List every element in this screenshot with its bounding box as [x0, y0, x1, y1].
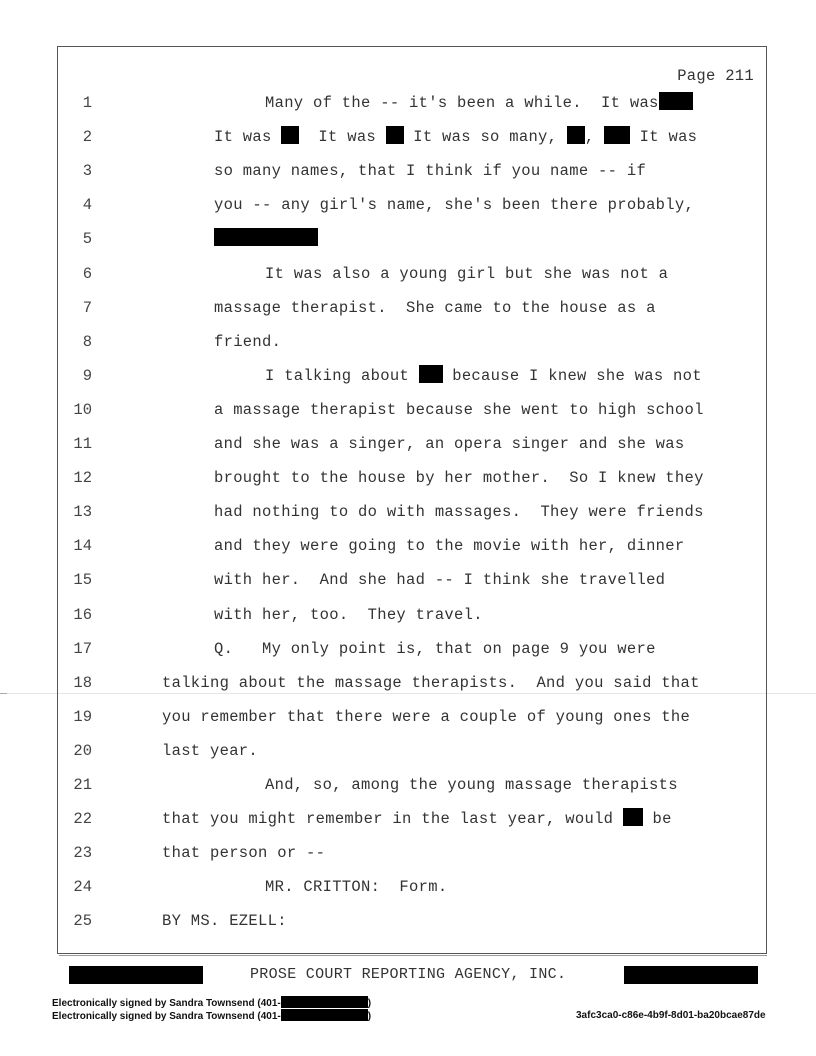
transcript-line	[58, 398, 766, 422]
line-number: 9	[82, 366, 92, 385]
line-text	[162, 807, 672, 831]
line-text	[214, 296, 656, 320]
line-number: 4	[82, 196, 92, 215]
line-number: 13	[73, 503, 92, 522]
line-text	[214, 568, 665, 592]
transcript-line	[58, 637, 766, 661]
line-number: 14	[73, 537, 92, 556]
esignature-redaction-1	[281, 996, 368, 1008]
transcript-line	[58, 91, 766, 115]
line-number: 10	[73, 400, 92, 419]
transcript-line	[58, 159, 766, 183]
transcript-line	[58, 500, 766, 524]
line-number: 8	[82, 332, 92, 351]
line-text-segment: It was	[630, 128, 698, 147]
line-number: 24	[73, 878, 92, 897]
line-text-segment: a massage therapist because she went to high school	[214, 400, 704, 419]
line-text-segment: with her, too. They travel.	[214, 605, 483, 624]
line-text	[214, 637, 656, 661]
line-text	[162, 671, 700, 695]
esignature-close-2: )	[367, 1011, 372, 1022]
footer	[0, 966, 816, 984]
line-text	[265, 364, 702, 388]
line-number: 12	[73, 469, 92, 488]
line-text-segment: Q. My only point is, that on page 9 you were	[214, 639, 656, 658]
line-text-segment: massage therapist. She came to the house as a	[214, 298, 656, 317]
transcript-line	[58, 705, 766, 729]
line-number: 23	[73, 844, 92, 863]
line-text	[214, 534, 684, 558]
line-text	[214, 466, 704, 490]
line-text-segment: Many of the -- it's been a while. It was	[265, 94, 659, 112]
footer-redaction-left	[69, 966, 203, 984]
transcript-line	[58, 534, 766, 558]
line-text	[214, 125, 697, 149]
line-text	[214, 398, 704, 422]
esignature-line-1	[52, 996, 371, 1009]
line-text-segment: you remember that there were a couple of young ones the	[162, 707, 691, 726]
line-text	[214, 159, 646, 183]
line-text	[214, 227, 318, 251]
page-number: Page 211	[677, 67, 754, 85]
transcript-line	[58, 193, 766, 217]
redaction-block	[604, 126, 630, 144]
esignature-close-1: )	[367, 998, 372, 1009]
line-text	[162, 841, 325, 865]
line-number: 18	[73, 673, 92, 692]
transcript-line	[58, 227, 766, 251]
transcript-frame	[57, 46, 767, 954]
line-number: 17	[73, 639, 92, 658]
frame-bottom-rule	[59, 951, 767, 956]
line-text-segment: and they were going to the movie with her, dinner	[214, 537, 685, 556]
transcript-line	[58, 875, 766, 899]
line-text	[214, 193, 694, 217]
line-text-segment: It was	[299, 128, 386, 147]
transcript-line	[58, 364, 766, 388]
transcript-line	[58, 603, 766, 627]
line-text	[265, 773, 678, 797]
line-text	[214, 432, 684, 456]
line-text-segment: last year.	[162, 741, 259, 760]
line-number: 11	[73, 435, 92, 453]
line-text-segment: It was	[214, 128, 282, 147]
line-text-segment: that you might remember in the last year, would	[162, 810, 623, 829]
redaction-block	[623, 808, 643, 826]
line-text	[162, 739, 258, 763]
footer-redaction-right	[624, 966, 758, 984]
transcript-line	[58, 125, 766, 149]
redaction-block	[386, 126, 404, 144]
line-number: 3	[82, 162, 92, 181]
transcript-line	[58, 330, 766, 354]
line-text	[265, 262, 668, 286]
redaction-block	[659, 92, 693, 110]
redaction-block	[281, 126, 299, 144]
line-text-segment: It was so many,	[403, 128, 567, 147]
line-text-segment: because I knew she was not	[442, 366, 702, 385]
line-text	[162, 705, 690, 729]
line-text-segment: so many names, that I think if you name -- if	[214, 162, 647, 181]
line-number: 7	[82, 298, 92, 317]
line-text-segment: that person or --	[162, 844, 326, 863]
transcript-line	[58, 909, 766, 933]
margin-tick	[0, 693, 7, 694]
line-text-segment: brought to the house by her mother. So I knew they	[214, 469, 704, 488]
line-number: 2	[82, 128, 92, 147]
line-number: 21	[73, 776, 92, 794]
line-text-segment: MR. CRITTON: Form.	[265, 878, 448, 897]
line-text-segment: and she was a singer, an opera singer and she was	[214, 435, 685, 453]
line-text	[265, 91, 693, 115]
line-text-segment: be	[642, 810, 672, 829]
footer-agency-name: PROSE COURT REPORTING AGENCY, INC.	[250, 966, 567, 983]
transcript-line	[58, 739, 766, 763]
transcript-line	[58, 568, 766, 592]
line-text-segment: And, so, among the young massage therapists	[265, 776, 678, 794]
esignature-redaction-2	[281, 1009, 368, 1021]
transcript-line	[58, 296, 766, 320]
line-text-segment: you -- any girl's name, she's been there probably,	[214, 196, 695, 215]
line-number: 20	[73, 741, 92, 760]
esignature-text-2: Electronically signed by Sandra Townsend (401-	[52, 1011, 281, 1022]
line-number: 25	[73, 912, 92, 931]
redaction-block	[419, 365, 443, 383]
transcript-line	[58, 671, 766, 695]
document-hash: 3afc3ca0-c86e-4b9f-8d01-ba20bcae87de	[576, 1010, 766, 1021]
line-text-segment: talking about the massage therapists. And you said that	[162, 673, 700, 692]
transcript-line	[58, 432, 766, 456]
line-text	[265, 875, 447, 899]
redaction-block	[567, 126, 585, 144]
line-text	[214, 603, 483, 627]
transcript-line	[58, 841, 766, 865]
line-text-segment: had nothing to do with massages. They were friends	[214, 503, 704, 522]
line-number: 15	[73, 571, 92, 590]
transcript-line	[58, 773, 766, 797]
esignature-text-1: Electronically signed by Sandra Townsend (401-	[52, 998, 281, 1009]
transcript-line	[58, 466, 766, 490]
line-number: 19	[73, 707, 92, 726]
transcript-line	[58, 807, 766, 831]
line-number: 16	[73, 605, 92, 624]
line-text	[162, 909, 287, 933]
transcript-line	[58, 262, 766, 286]
line-text-segment: ,	[584, 128, 605, 147]
line-number: 22	[73, 810, 92, 829]
line-number: 6	[82, 264, 92, 283]
line-text-segment: friend.	[214, 332, 282, 351]
line-text-segment: It was also a young girl but she was not a	[265, 264, 669, 283]
line-text-segment: with her. And she had -- I think she travelled	[214, 571, 666, 590]
line-text-segment: BY MS. EZELL:	[162, 912, 287, 931]
redaction-block	[214, 228, 318, 246]
esignature-line-2	[52, 1009, 371, 1022]
line-number: 5	[82, 230, 92, 249]
line-text	[214, 330, 281, 354]
line-number: 1	[82, 94, 92, 112]
line-text	[214, 500, 704, 524]
line-text-segment: I talking about	[265, 366, 419, 385]
